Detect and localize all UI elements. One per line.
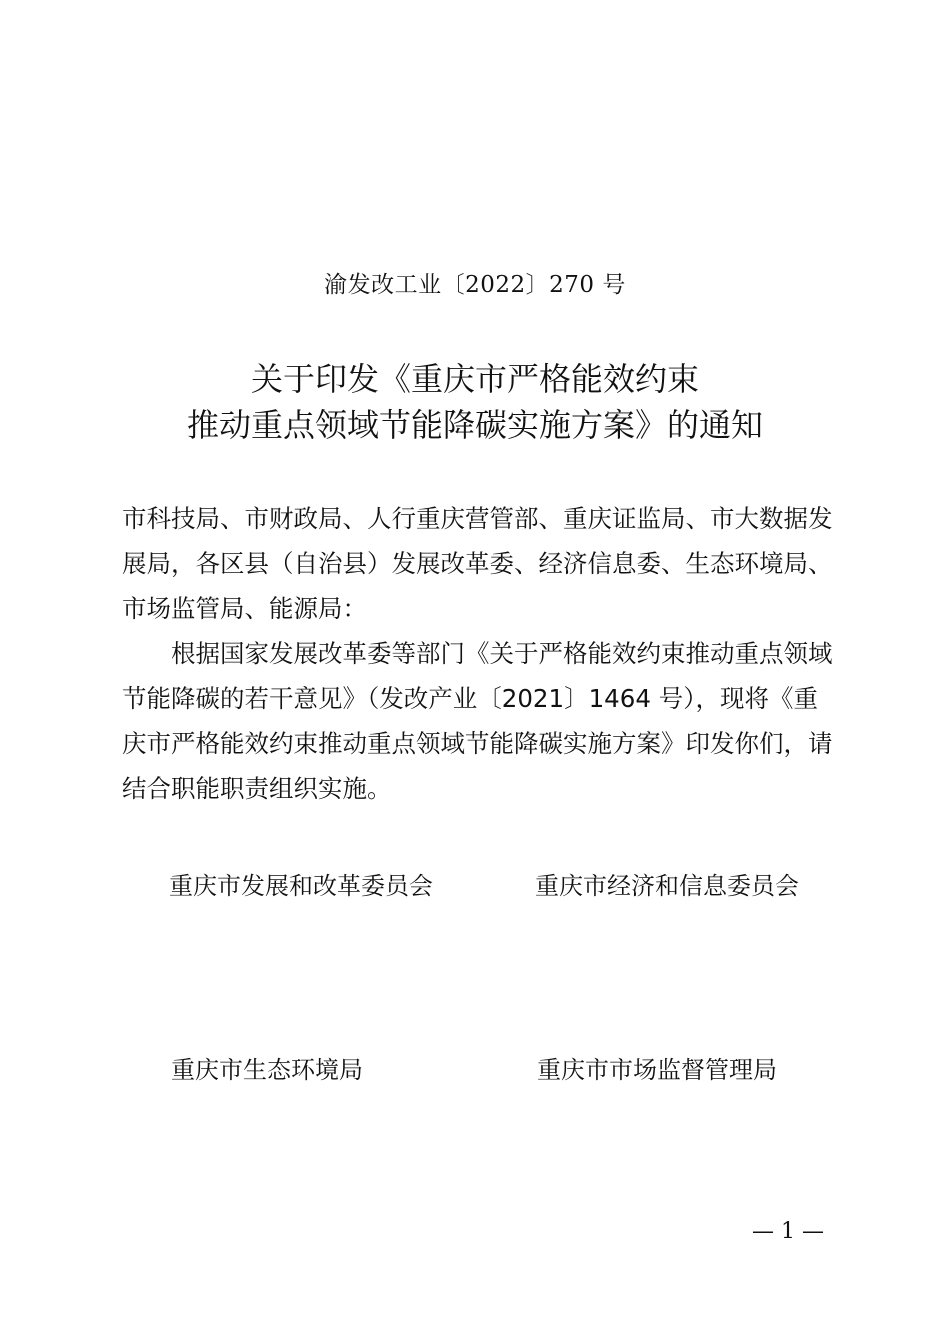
document-number: 渝发改工业〔2022〕270 号 (324, 272, 626, 298)
document-title (0, 356, 950, 448)
title-line-2: 推动重点领域节能降碳实施方案》的通知 (186, 406, 763, 444)
signer-development-reform-commission: 重庆市发展和改革委员会 (169, 872, 433, 900)
body-paragraph: 根据国家发展改革委等部门《关于严格能效约束推动重点领域节能降碳的若干意见》（发改产业〔2021〕1464 号），现将《重庆市严格能效约束推动重点领域节能降碳实施方案》印发你们，请结合职能职责组织实施。 (122, 639, 833, 803)
title-line-1: 关于印发《重庆市严格能效约束 (250, 360, 699, 398)
signer-ecology-environment-bureau: 重庆市生态环境局 (171, 1056, 363, 1084)
page-number: — 1 — (752, 1219, 824, 1244)
signer-market-supervision-bureau: 重庆市市场监督管理局 (537, 1056, 777, 1084)
recipients-paragraph: 市科技局、市财政局、人行重庆营管部、重庆证监局、市大数据发展局，各区县（自治县）发展改革委、经济信息委、生态环境局、市场监管局、能源局： (122, 504, 833, 623)
signer-economy-information-commission: 重庆市经济和信息委员会 (535, 872, 799, 900)
